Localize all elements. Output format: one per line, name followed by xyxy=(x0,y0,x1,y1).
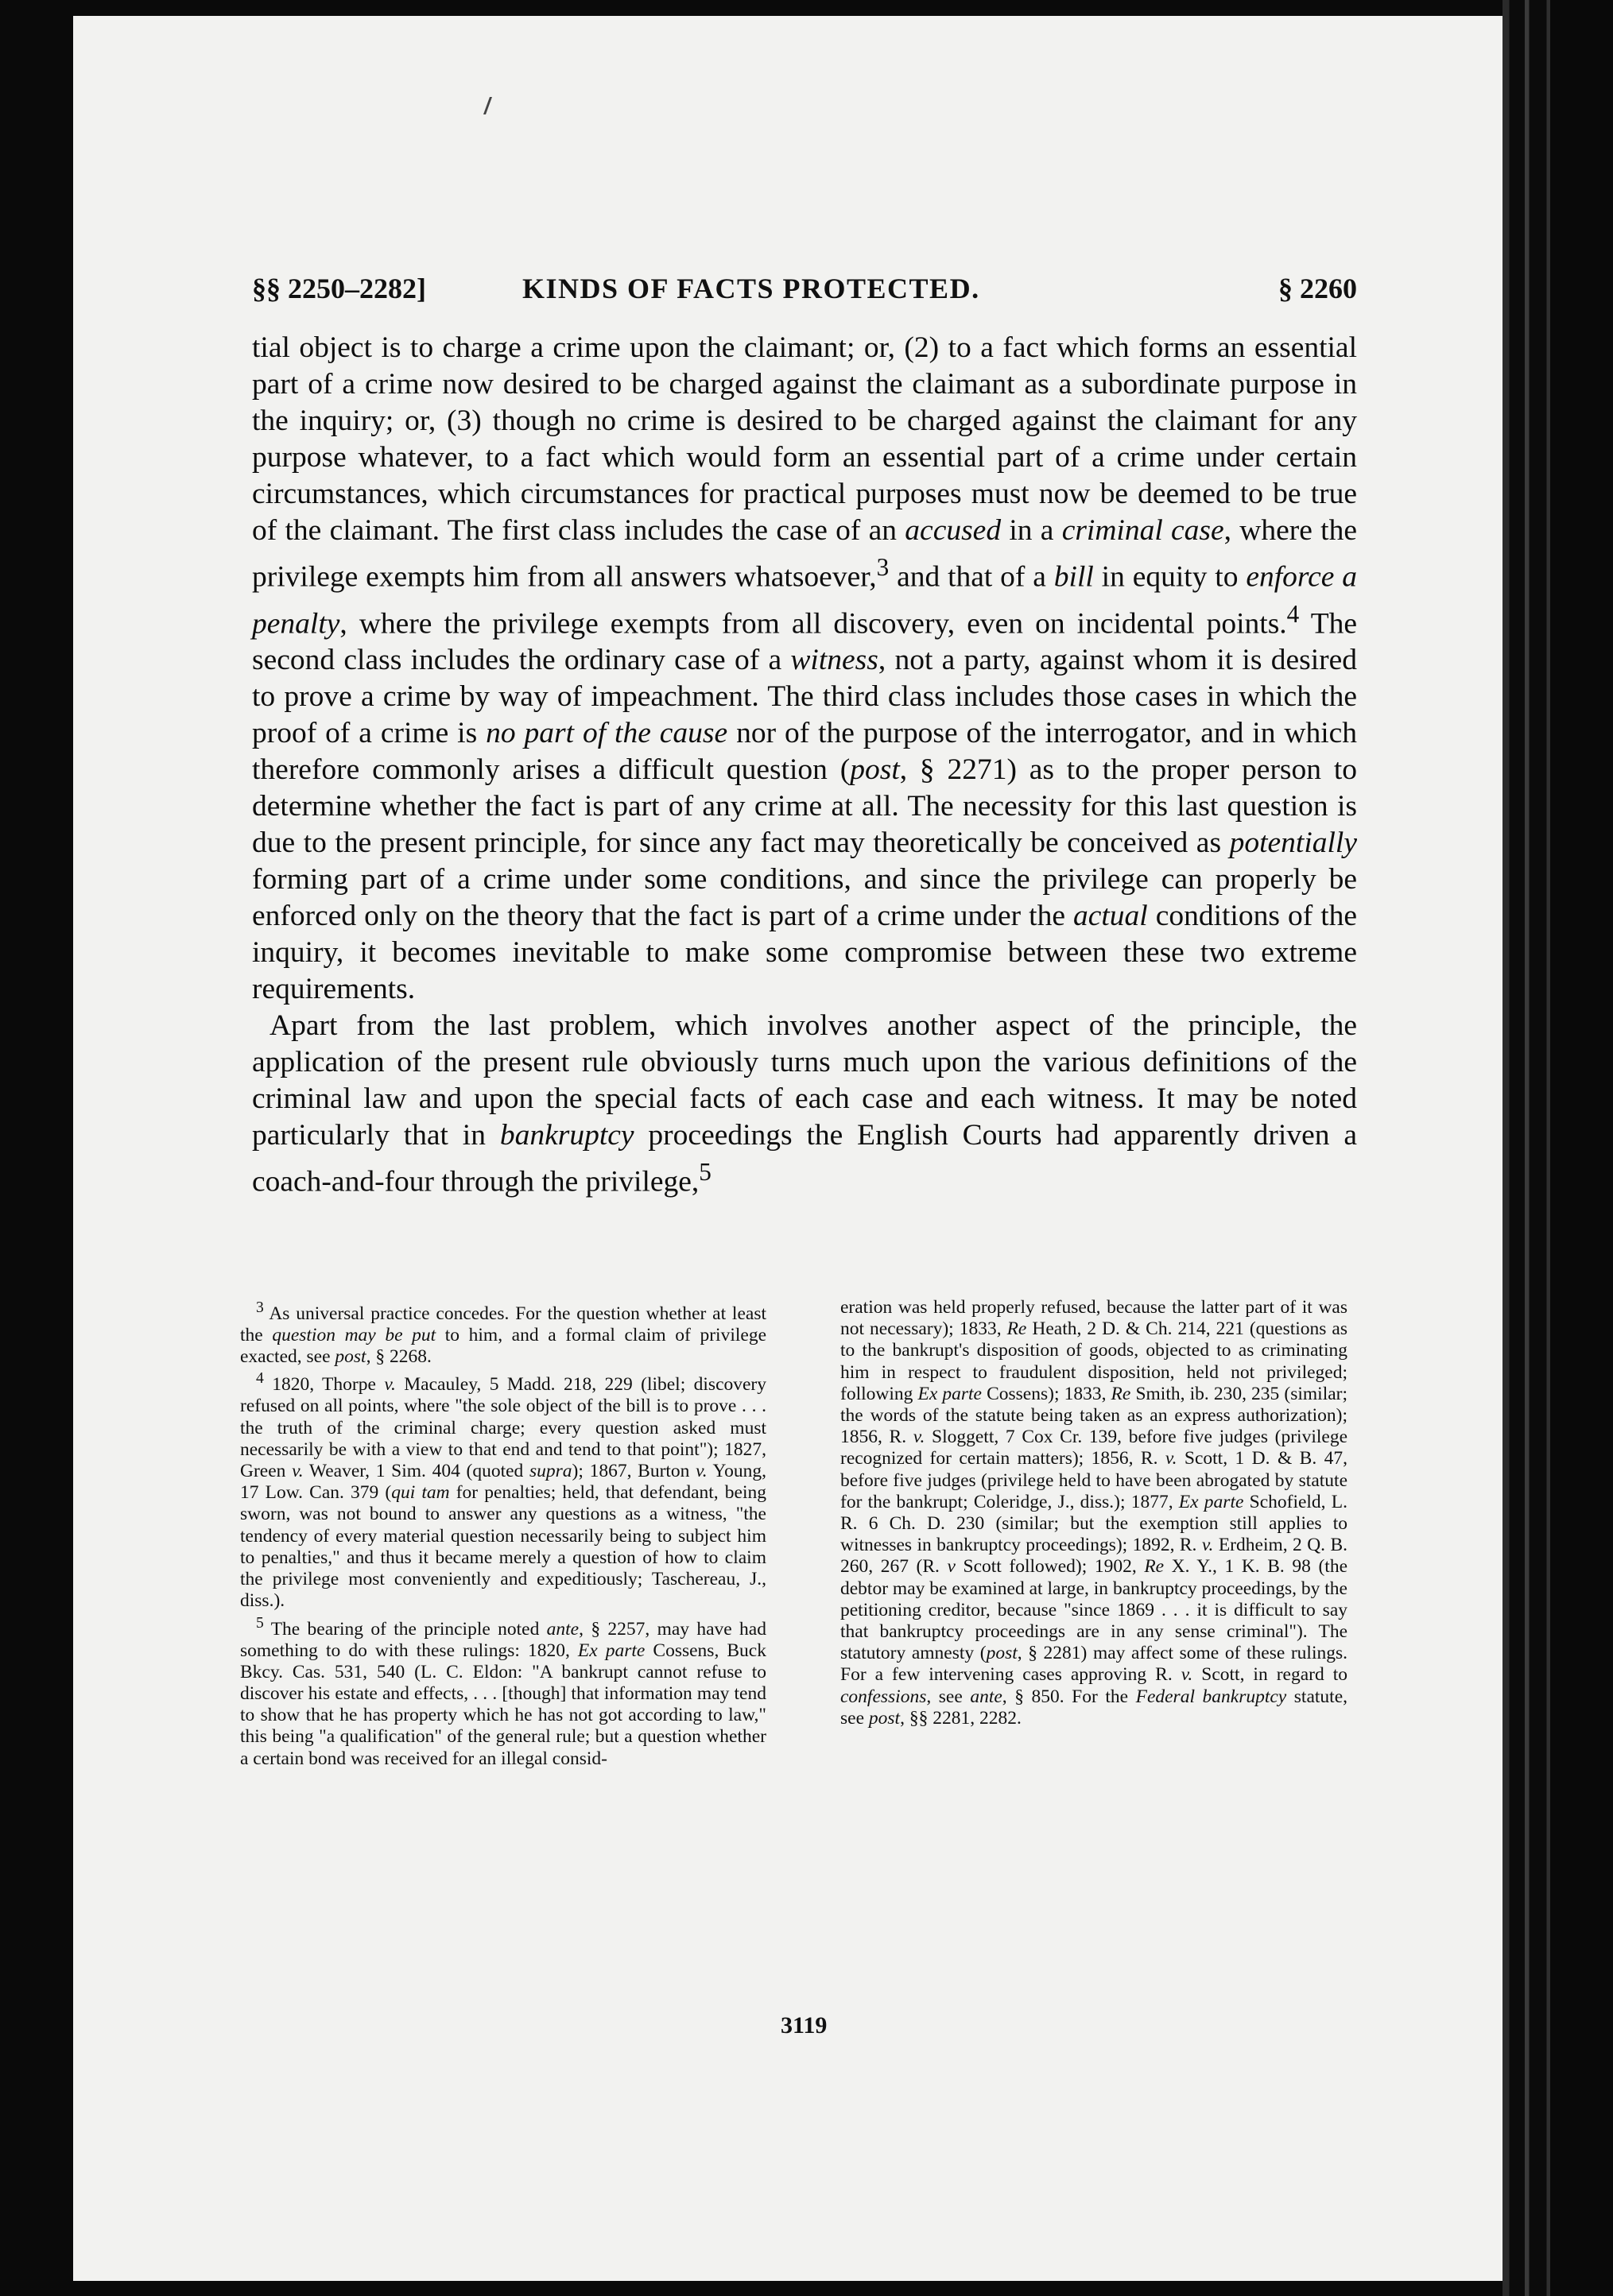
running-header xyxy=(252,272,1357,312)
header-title: KINDS OF FACTS PROTECTED. xyxy=(522,273,980,304)
footnote-ref-4: 4 xyxy=(1286,599,1300,628)
footnotes-left-column xyxy=(240,1297,766,1770)
footnote-5-continued: eration was held properly refused, because the latter part of it was not necessary); 1833, Re Heath, 2 D. & Ch. 214, 221 (questions as to the bankrupt's disposition of goods, objected to as criminating him in respect to fraudulent disposition, held not privileged; following Ex parte Cossens); 1833, Re Smith, ib. 230, 235 (similar; the words of the statute being taken as an express authorization); 1856, R. v. Sloggett, 7 Cox Cr. 139, before five judges (privilege recognized for certain matters); 1856, R. v. Scott, 1 D. & B. 47, before five judges (privilege held to have been abrogated by statute for the bankrupt; Coleridge, J., diss.); 1877, Ex parte Schofield, L. R. 6 Ch. D. 230 (similar; but the exemption still applies to witnesses in bankruptcy proceedings); 1892, R. v. Erdheim, 2 Q. B. 260, 267 (R. v Scott followed); 1902, Re X. Y., 1 K. B. 98 (the debtor may be examined at large, in bankruptcy proceedings, by the petitioning creditor, because "since 1869 . . . it is difficult to say that bankruptcy proceedings are in any sense criminal"). The statutory amnesty (post, § 2281) may affect some of these rulings. For a few intervening cases approving R. v. Scott, in regard to confessions, see ante, § 850. For the Federal bankruptcy statute, see post, §§ 2281, 2282. xyxy=(840,1297,1348,1729)
book-binding-edge xyxy=(1502,0,1613,2296)
paragraph-2: Apart from the last problem, which involves another aspect of the principle, the application of the present rule obviously turns much upon the various definitions of the criminal law and upon the special facts of each case and each witness. It may be noted particularly that in bankruptcy proceedings the English Courts had apparently driven a coach-and-four through the privilege,$^5$ xyxy=(252,1009,1357,1198)
page-number: 3119 xyxy=(781,2012,828,2039)
header-section-number: § 2260 xyxy=(1278,273,1357,304)
footnote-5: $^5$ The bearing of the principle noted ante, § 2257, may have had something to do with these rulings: 1820, Ex parte Cossens, Buck Bkcy. Cas. 531, 540 (L. C. Eldon: "A bankrupt cannot refuse to discover his estate and effects, . . . [though] that information may tend to show that he has property which he has not got according to law," this being "a qualification" of the general rule; but a question whether a certain bond was received for an illegal consid- xyxy=(240,1614,766,1769)
footnote-4: $^4$ 1820, Thorpe v. Macauley, 5 Madd. 218, 229 (libel; discovery refused on all points, where "the sole object of the bill is to prove . . . the truth of the criminal charge; every question asked must necessarily be with a view to that end and tend to that point"); 1827, Green v. Weaver, 1 Sim. 404 (quoted supra); 1867, Burton v. Young, 17 Low. Can. 379 (qui tam for penalties; held, that defendant, being sworn, was not bound to answer any questions as a witness, "the tendency of every material question necessarily being to subject him to penalties," and thus it became merely a question of how to claim the privilege most conveniently and expeditiously; Taschereau, J., diss.). xyxy=(240,1370,767,1612)
footnote-ref-3: 3 xyxy=(876,553,890,581)
footnote-ref-5: 5 xyxy=(699,1158,712,1186)
book-page xyxy=(73,16,1536,2281)
margin-mark xyxy=(483,97,497,114)
paragraph-1: tial object is to charge a crime upon the claimant; or, (2) to a fact which forms an essential part of a crime now desired to be charged against the claimant as a subordinate purpose in the inquiry; or, (3) though no crime is desired to be charged against the claimant for any purpose whatever, to a fact which would form an essential part of a crime under certain circumstances, which circumstances for practical purposes must now be deemed to be true of the claimant. The first class includes the case of an accused in a criminal case, where the privilege exempts him from all answers whatsoever,$^3$ and that of a bill in equity to enforce a penalty, where the privilege exempts from all discovery, even on incidental points.$^4$ The second class includes the ordinary case of a witness, not a party, against whom it is desired to prove a crime by way of impeachment. The third class includes those cases in which the proof of a crime is no part of the cause nor of the purpose of the interrogator, and in which therefore commonly arises a difficult question (post, § 2271) as to the proper person to determine whether the fact is part of any crime at all. The necessity for this last question is due to the present principle, for since any fact may theoretically be conceived as potentially forming part of a crime under some conditions, and since the privilege can properly be enforced only on the theory that the fact is part of a crime under the actual conditions of the inquiry, it becomes inevitable to make some compromise between these two extreme requirements. xyxy=(252,331,1358,1005)
main-text xyxy=(252,330,1357,1201)
footnote-3: $^3$ As universal practice concedes. For the question whether at least the question may be put to him, and a formal claim of privilege exacted, see post, § 2268. xyxy=(240,1299,766,1368)
header-section-range: §§ 2250–2282] xyxy=(252,273,426,304)
footnotes-right-column xyxy=(840,1297,1347,1729)
